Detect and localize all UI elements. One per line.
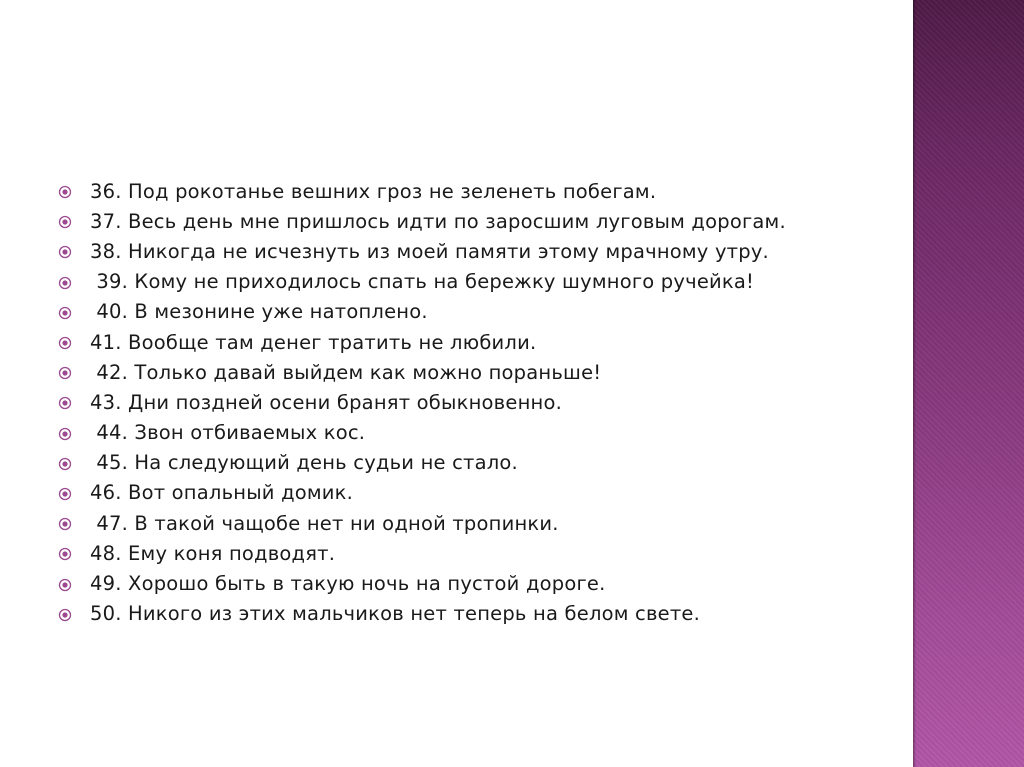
list-item — [58, 206, 908, 236]
list-item — [58, 176, 908, 206]
circle-bullet-icon — [58, 306, 72, 320]
list-item-text: 38. Никогда не исчезнуть из моей памяти этому мрачному утру. — [90, 239, 769, 263]
list-item-text: 50. Никого из этих мальчиков нет теперь на белом свете. — [90, 602, 701, 626]
list-item — [58, 599, 908, 629]
list-item-text: 41. Вообще там денег тратить не любили. — [90, 330, 537, 354]
list-item — [58, 508, 908, 538]
circle-bullet-icon — [58, 487, 72, 501]
list-item-text: 39. Кому не приходилось спать на бережку шумного ручейка! — [90, 270, 755, 294]
list-item — [58, 568, 908, 598]
list-item — [58, 236, 908, 266]
list-item-text: 36. Под рокотанье вешних гроз не зеленеть побегам. — [90, 179, 657, 203]
list-item — [58, 387, 908, 417]
list-item — [58, 327, 908, 357]
circle-bullet-icon — [58, 427, 72, 441]
circle-bullet-icon — [58, 366, 72, 380]
circle-bullet-icon — [58, 215, 72, 229]
decorative-side-band — [913, 0, 1024, 767]
list-item — [58, 297, 908, 327]
list-item — [58, 478, 908, 508]
list-item — [58, 538, 908, 568]
list-item-text: 40. В мезонине уже натоплено. — [90, 300, 428, 324]
list-item-text: 43. Дни поздней осени бранят обыкновенно. — [90, 390, 563, 414]
list-item — [58, 448, 908, 478]
list-item-text: 37. Весь день мне пришлось идти по заросшим луговым дорогам. — [90, 209, 786, 233]
circle-bullet-icon — [58, 608, 72, 622]
sentence-list — [58, 176, 908, 629]
list-item-text: 47. В такой чащобе нет ни одной тропинки. — [90, 511, 559, 535]
circle-bullet-icon — [58, 276, 72, 290]
circle-bullet-icon — [58, 547, 72, 561]
circle-bullet-icon — [58, 245, 72, 259]
list-item-text: 48. Ему коня подводят. — [90, 541, 336, 565]
list-item-text: 49. Хорошо быть в такую ночь на пустой дороге. — [90, 572, 606, 596]
circle-bullet-icon — [58, 457, 72, 471]
list-item-text: 44. Звон отбиваемых кос. — [90, 421, 366, 445]
circle-bullet-icon — [58, 336, 72, 350]
list-item-text: 42. Только давай выйдем как можно пораньше! — [90, 360, 602, 384]
list-item-text: 46. Вот опальный домик. — [90, 481, 354, 505]
circle-bullet-icon — [58, 517, 72, 531]
circle-bullet-icon — [58, 185, 72, 199]
list-item — [58, 267, 908, 297]
slide-body — [58, 176, 908, 629]
list-item — [58, 418, 908, 448]
list-item — [58, 357, 908, 387]
list-item-text: 45. На следующий день судьи не стало. — [90, 451, 518, 475]
circle-bullet-icon — [58, 396, 72, 410]
circle-bullet-icon — [58, 578, 72, 592]
